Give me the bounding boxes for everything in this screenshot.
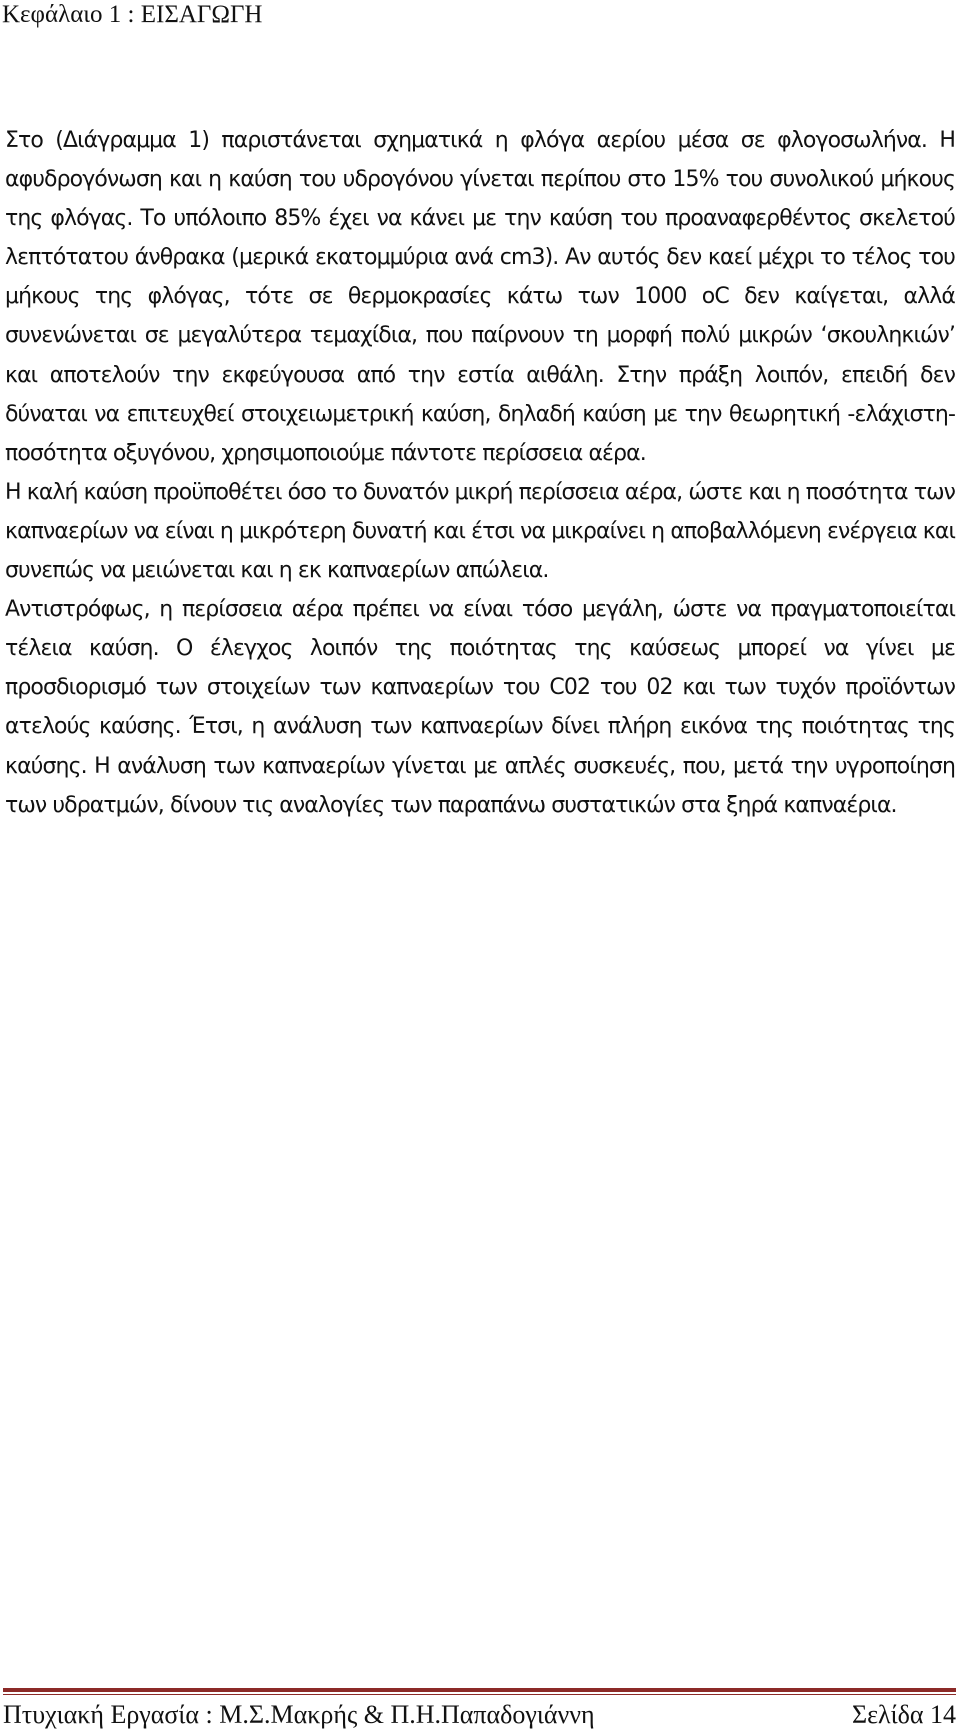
body-paragraph-1: Στο (Διάγραμμα 1) παριστάνεται σχηματικά η φλόγα αερίου μέσα σε φλογοσωλήνα. Η αφυδρογόνωση και η καύση του υδρογόνου γίνεται περίπου στο 15% του συνολικού μήκους της φλόγας. Το υπόλοιπο 85% έχει να κάνει με την καύση του προαναφερθέντος σκελετού λεπτότατου άνθρακα (μερικά εκατομμύρια ανά cm3). Αν αυτός δεν καεί μέχρι το τέλος του μήκους της φλόγας, τότε σε θερμοκρασίες κάτω των 1000 oC δεν καίγεται, αλλά συνενώνεται σε μεγαλύτερα τεμαχίδια, που παίρνουν τη μορφή πολύ μικρών ‘σκουληκιών’ και αποτελούν την εκφεύγουσα από την εστία αιθάλη. Στην πράξη λοιπόν, επειδή δεν δύναται να επιτευχθεί στοιχειωμετρική καύση, δηλαδή καύση με την θεωρητική -ελάχιστη- ποσότητα οξυγόνου, χρησιμοποιούμε πάντοτε περίσσεια αέρα. <box>5 128 955 466</box>
body-paragraph-2: Η καλή καύση προϋποθέτει όσο το δυνατόν μικρή περίσσεια αέρα, ώστε και η ποσότητα των καπναερίων να είναι η μικρότερη δυνατή και έτσι να μικραίνει η αποβαλλόμενη ενέργεια και συνεπώς να μειώνεται και η εκ καπναερίων απώλεια. <box>5 479 955 584</box>
chapter-header: Κεφάλαιο 1 : ΕΙΣΑΓΩΓΗ <box>2 1 263 28</box>
body-paragraph-3: Αντιστρόφως, η περίσσεια αέρα πρέπει να είναι τόσο μεγάλη, ώστε να πραγματοποιείται τέλεια καύση. Ο έλεγχος λοιπόν της ποιότητας της καύσεως μπορεί να γίνει με προσδιορισμό των στοιχείων των καπναερίων του C02 του 02 και των τυχόν προϊόντων ατελούς καύσης. Έτσι, η ανάλυση των καπναερίων δίνει πλήρη εικόνα της ποιότητας της καύσης. Η ανάλυση των καπναερίων γίνεται με απλές συσκευές, που, μετά την υγροποίηση των υδρατμών, δίνουν τις αναλογίες των παραπάνω συστατικών στα ξηρά καπναέρια. <box>5 597 955 818</box>
footer-authors: Πτυχιακή Εργασία : Μ.Σ.Μακρής & Π.Η.Παπαδογιάννη <box>3 1700 595 1729</box>
footer-divider-thin <box>3 1694 956 1695</box>
document-body <box>5 121 955 825</box>
footer-divider-thick <box>3 1688 956 1692</box>
page-footer <box>3 1699 956 1731</box>
footer-page-number: Σελίδα 14 <box>851 1700 956 1729</box>
